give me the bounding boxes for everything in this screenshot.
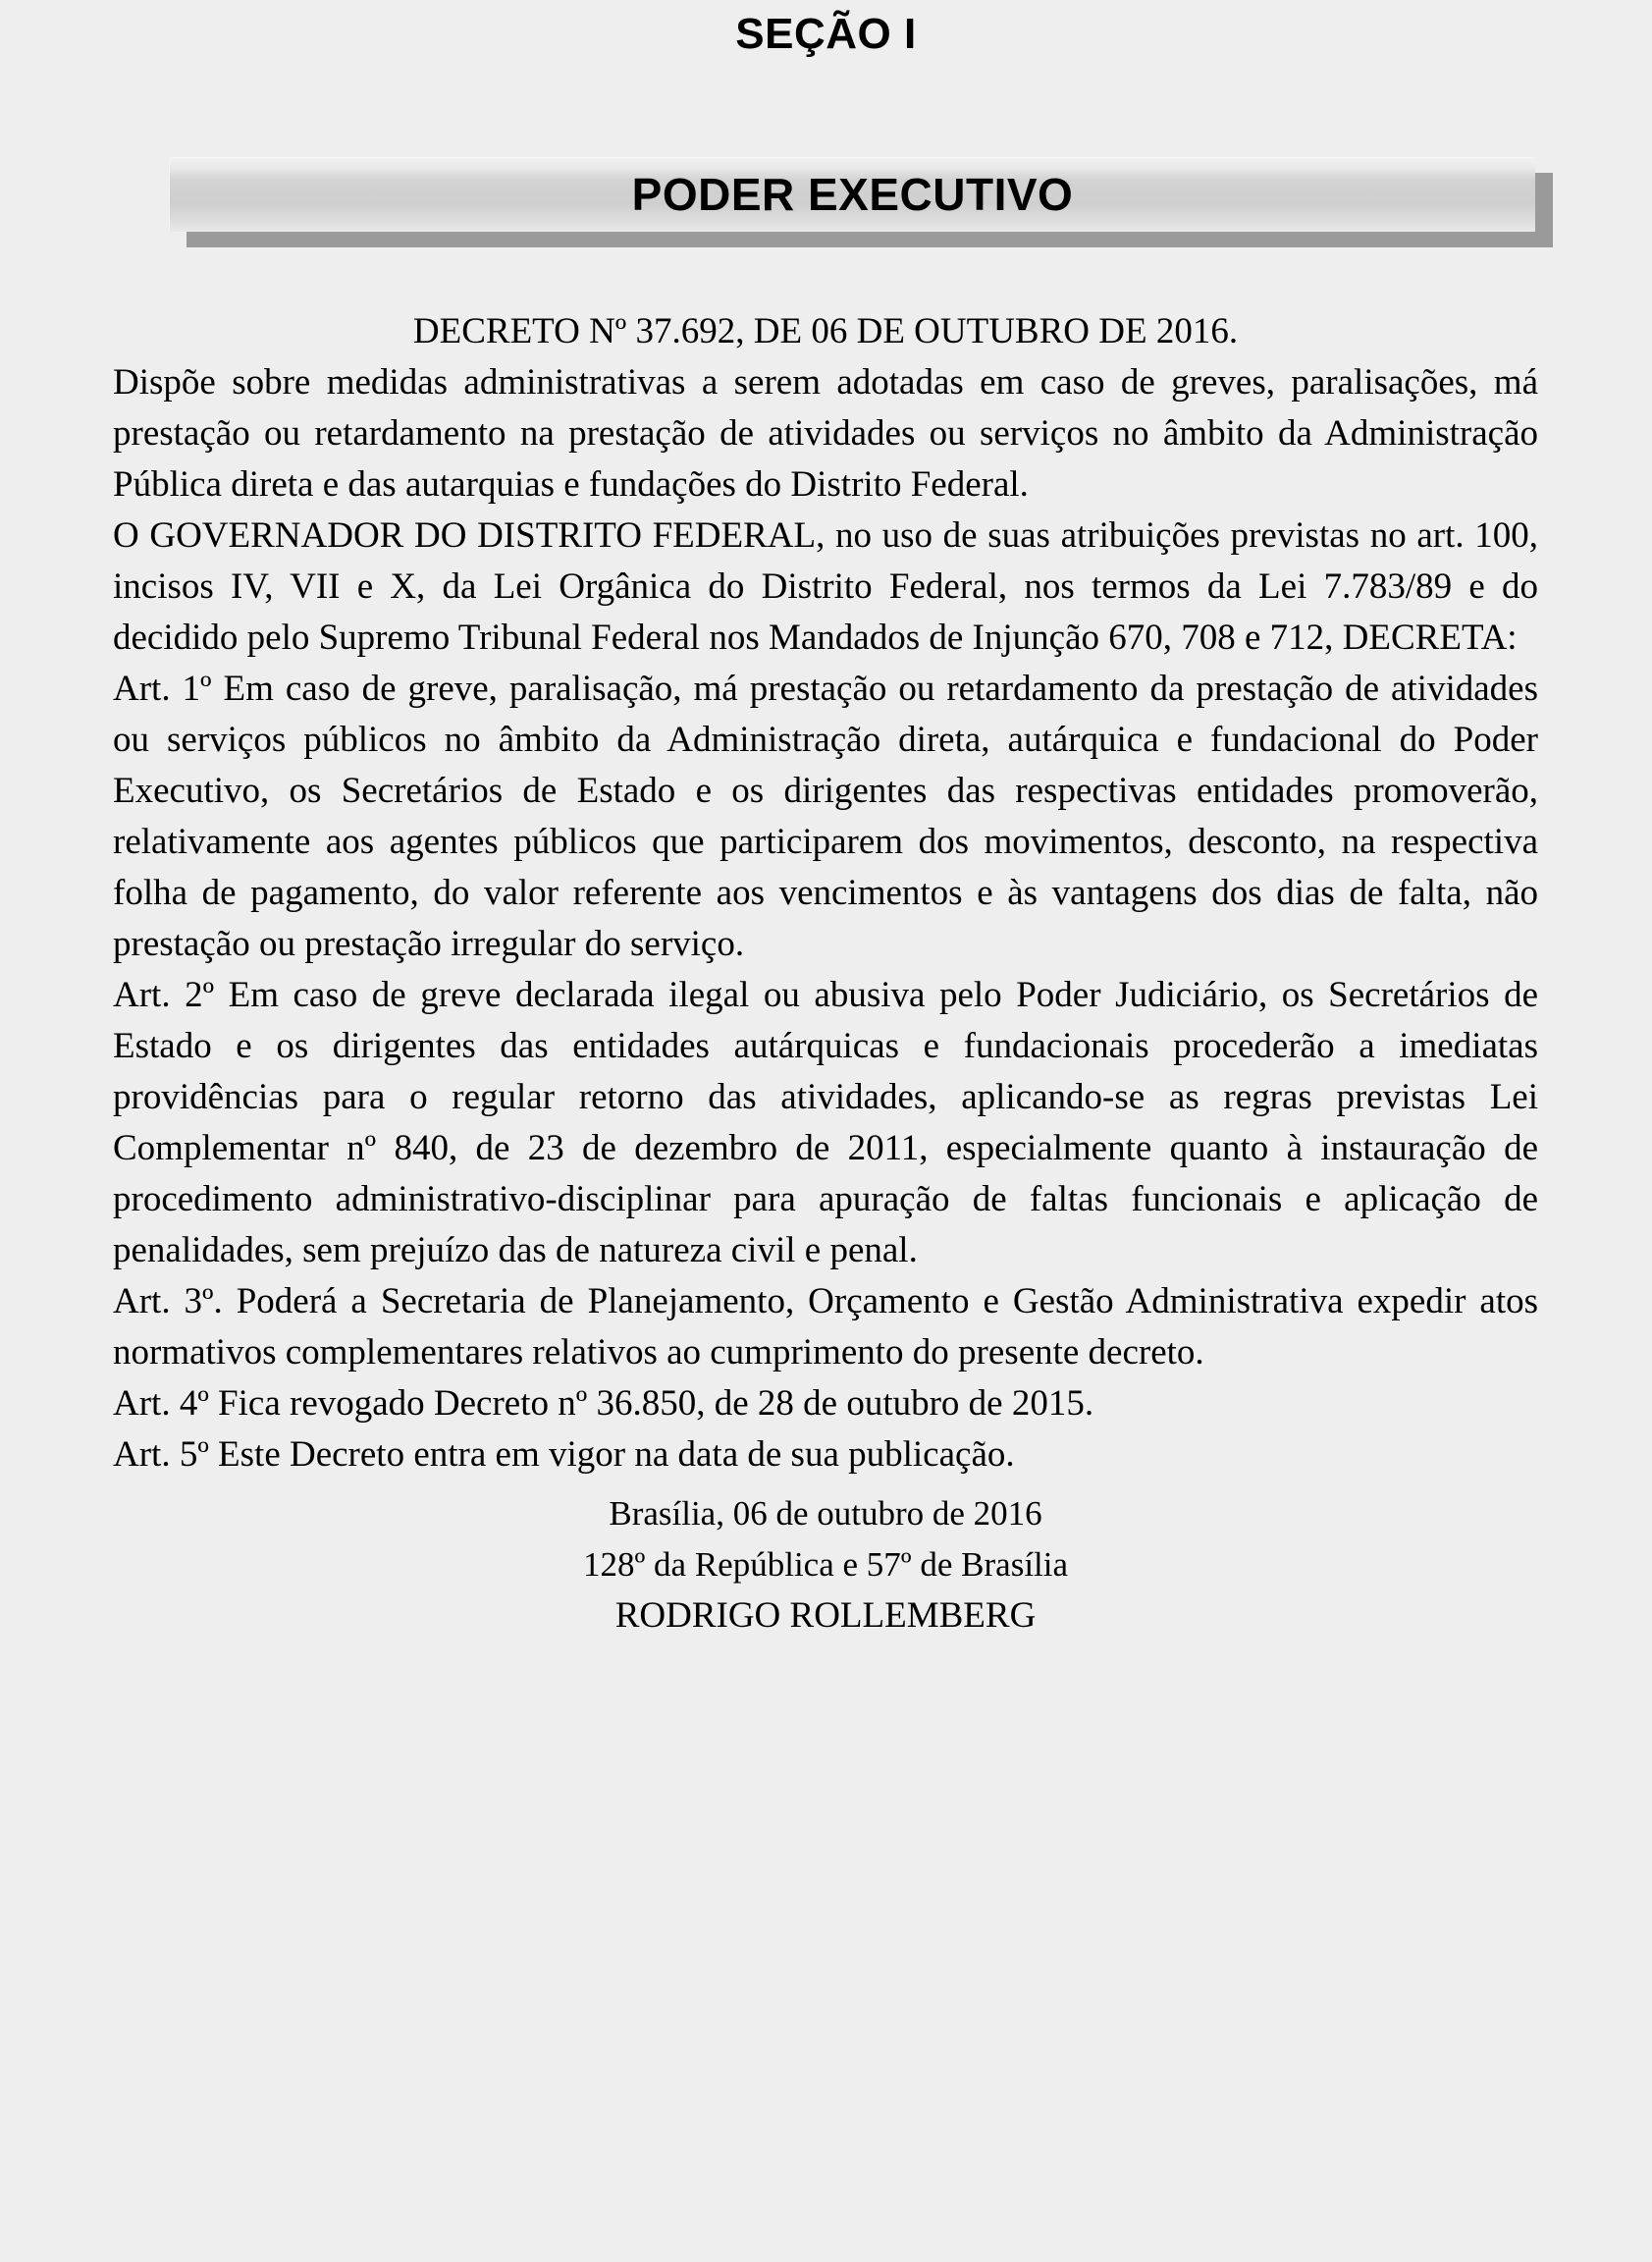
- closing-republic-line: 128º da República e 57º de Brasília: [582, 1545, 1069, 1584]
- spacer: [113, 1481, 1538, 1488]
- decree-ementa: Dispõe sobre medidas administrativas a serem adotadas em caso de greves, paralisações, má prestação ou retardamento na prestação de atividades ou serviços no âmbito da Administração Pública direta e das autarquias e fundações do Distrito Federal.: [113, 362, 1538, 505]
- article-1: Art. 1º Em caso de greve, paralisação, má prestação ou retardamento da prestação de atividades ou serviços públicos no âmbito da Administração direta, autárquica e fundacional do Poder Executivo, os Secretários de Estado e os dirigentes das respectivas entidades promoverão, relativamente aos agentes públicos que participarem dos movimentos, desconto, na respectiva folha de pagamento, do valor referente aos vencimentos e às vantagens dos dias de falta, não prestação ou prestação irregular do serviço.: [113, 669, 1538, 964]
- article-3: Art. 3º. Poderá a Secretaria de Planejamento, Orçamento e Gestão Administrativa expedir atos normativos complementares relativos ao cumprimento do presente decreto.: [113, 1281, 1538, 1373]
- signatory-name: RODRIGO ROLLEMBERG: [614, 1595, 1037, 1636]
- banner-title-text: PODER EXECUTIVO: [631, 168, 1074, 220]
- decree-heading: DECRETO Nº 37.692, DE 06 DE OUTUBRO DE 2016.: [412, 311, 1239, 351]
- poder-executivo-banner: [169, 157, 1553, 247]
- article-4: Art. 4º Fica revogado Decreto nº 36.850, de 28 de outubro de 2015.: [113, 1383, 1094, 1424]
- document-body: [113, 306, 1538, 1642]
- article-5: Art. 5º Este Decreto entra em vigor na data de sua publicação.: [113, 1434, 1015, 1475]
- section-title: SEÇÃO I: [735, 10, 917, 58]
- banner-face: [169, 157, 1535, 232]
- closing-place-date: Brasília, 06 de outubro de 2016: [609, 1494, 1042, 1533]
- decree-preamble: O GOVERNADOR DO DISTRITO FEDERAL, no uso de suas atribuições previstas no art. 100, incisos IV, VII e X, da Lei Orgânica do Distrito Federal, nos termos da Lei 7.783/89 e do decidido pelo Supremo Tribunal Federal nos Mandados de Injunção 670, 708 e 712, DECRETA:: [113, 515, 1538, 658]
- article-2: Art. 2º Em caso de greve declarada ilegal ou abusiva pelo Poder Judiciário, os Secretários de Estado e os dirigentes das entidades autárquicas e fundacionais procederão a imediatas providências para o regular retorno das atividades, aplicando-se as regras previstas Lei Complementar nº 840, de 23 de dezembro de 2011, especialmente quanto à instauração de procedimento administrativo-disciplinar para apuração de faltas funcionais e aplicação de penalidades, sem prejuízo das de natureza civil e penal.: [113, 975, 1538, 1270]
